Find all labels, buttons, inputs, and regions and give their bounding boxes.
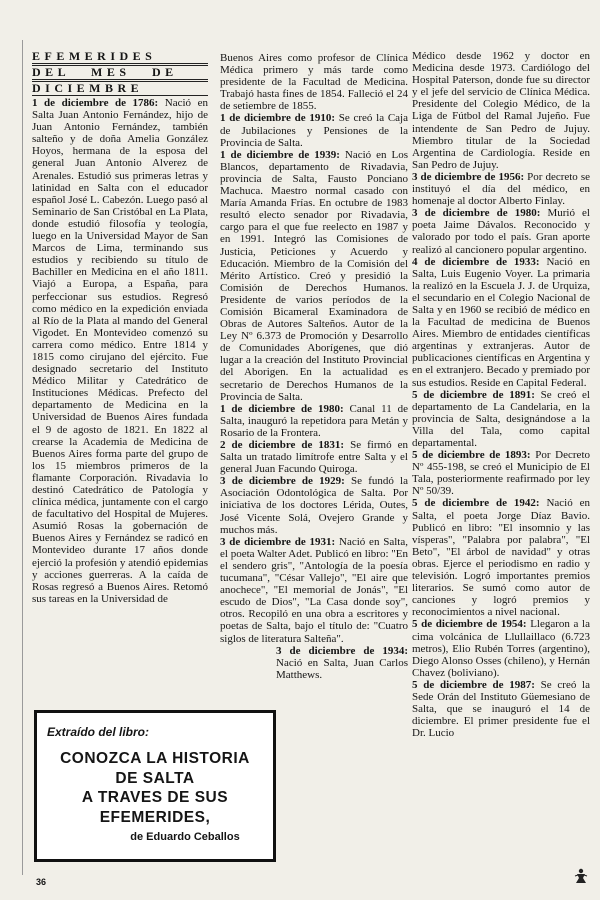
entry-date: 1 de diciembre de 1786:	[32, 97, 159, 109]
entry-text: Murió el poeta Jaime Dávalos. Reconocido y valorado por todo el país. Gran aporte realizó al cancionero popular argentino.	[412, 207, 590, 256]
entry	[412, 497, 590, 618]
book-title-line: A TRAVES DE SUS	[81, 789, 229, 806]
book-title-line: CONOZCA LA HISTORIA	[60, 750, 250, 767]
entry-date: 2 de diciembre de 1831:	[220, 439, 345, 451]
entry-text: Médico desde 1962 y doctor en Medicina desde 1973. Cardiólogo del Hospital Paterson, donde fue su director y el jefe del servicio de Clínica Médica. Presidente del Colegio Médico, de la Liga de Fútbol del Ramal Jujeño. Fue intendente de San Pedro de Jujuy. Miembro titular de la Sociedad Argentina de Cardiología. Reside en San Pedro de Jujuy.	[412, 50, 590, 171]
entry-text: Se creó la Sede Orán del Instituto Güemesiano de Salta, que se inauguró el 14 de diciembre. El primer presidente fue el Dr. Lucio	[412, 678, 590, 740]
entry-text: Canal 11 de Salta, inauguró la repetidora para Metán y Rosario de la Frontera.	[220, 402, 408, 439]
entry-date: 3 de diciembre de 1929:	[220, 475, 345, 488]
entry-text: Nació en Salta, el poeta Walter Adet. Publicó en libro: "En el sendero gris", "Antología de la poesía tucumana", "César Vallejo", "El aire que anochece", "El memorial de Jonás", "El escudo de Dios", "La Casa donde soy", otros. Recopiló en una obra a escritores y poetas de Salta, bajo el título de: "Cuatro siglos de literatura Salteña".	[220, 535, 408, 645]
book-promo-author: de Eduardo Ceballos	[130, 831, 240, 843]
entry-text: Se creó el departamento de La Candelaria, en la provincia de Salta, designándose a la Villa del Tala, como capital departamental.	[412, 388, 590, 449]
entry-text: Nació en Salta, Juan Carlos Matthews.	[276, 656, 408, 681]
entry	[412, 618, 590, 678]
entry-date: 5 de diciembre de 1942:	[412, 497, 540, 510]
entry-date: 3 de diciembre de 1956:	[412, 170, 525, 183]
book-title-line: EFEMERIDES,	[99, 808, 211, 826]
book-promo-kicker: Extraído del libro:	[47, 725, 150, 739]
decorative-figure-icon	[574, 868, 588, 884]
entry-date: 3 de diciembre de 1934:	[276, 644, 408, 657]
entry	[220, 475, 408, 535]
entry-date: 5 de diciembre de 1893:	[412, 449, 531, 462]
entry-date: 5 de diciembre de 1891:	[412, 388, 535, 401]
entry-date: 5 de diciembre de 1954:	[412, 618, 527, 631]
entry-text: Nació en Salta, el poeta Jorge Díaz Bavio. Publicó en libro: "El insomnio y las vísperas", "Palabra por palabra", "El Beto", "El árbol de navidad" y otras obras. Ejerce el periodismo en radio y televisión. Logró importantes premios literarios. Se sumó como autor de canciones y logró premios y reconocimientos a nivel nacional.	[412, 497, 590, 619]
entry-text: Nació en Salta, Luis Eugenio Voyer. La primaria la realizó en la Escuela J. J. de Urquiza, el secundario en el Colegio Nacional de Salta y en 1960 se recibió de médico en la Facultad de medicina de Buenos Aires. Miembro de entidades científicas argentinas y extranjeras. Autor de publicaciones científicas en Argentina y en el extranjero. Becado y premiado por sus estudios. Reside en Capital Federal.	[412, 255, 590, 389]
section-title-line-1: EFEMERIDES	[32, 50, 208, 64]
entry	[412, 389, 590, 449]
entry	[412, 449, 590, 497]
column-right	[412, 50, 590, 739]
entry-date: 3 de diciembre de 1931:	[220, 535, 336, 548]
entry	[32, 97, 208, 605]
entry-text: Por Decreto Nº 455-198, se creó el Municipio de El Tala, posteriormente reafirmado por ley Nº 50/39.	[412, 449, 590, 498]
column-middle	[220, 52, 408, 681]
entry-text: Por decreto se instituyó el día del médico, en homenaje al doctor Alberto Finlay.	[412, 170, 590, 208]
entry	[412, 679, 590, 739]
entry-text: Se creó la Caja de Jubilaciones y Pensiones de la Provincia de Salta.	[220, 112, 408, 149]
book-promo-box	[34, 710, 276, 862]
entry-text: Llegaron a la cima volcánica de Llullaillaco (6.723 metros), Elio Rubén Torres (argentino), Diego Alonso Osses (chileno), y Hernán Chavez (boliviano).	[412, 618, 590, 679]
entry-date: 5 de diciembre de 1987:	[412, 678, 535, 691]
entry	[220, 536, 408, 645]
entry-date: 1 de diciembre de 1980:	[220, 402, 344, 415]
entry-text: Se firmó en Salta un tratado limítrofe entre Salta y el general Juan Facundo Quiroga.	[220, 439, 408, 476]
entry	[412, 256, 590, 389]
entry	[412, 207, 590, 255]
entry	[220, 52, 408, 112]
book-title-line: DE SALTA	[115, 769, 195, 787]
entry	[220, 149, 408, 403]
entry	[220, 439, 408, 475]
column-left	[32, 50, 208, 605]
entry	[220, 112, 408, 148]
entry	[412, 171, 590, 207]
entry	[412, 50, 590, 171]
entry	[220, 403, 408, 439]
entry	[276, 645, 408, 681]
section-title-line-2: DEL MES DE	[32, 65, 208, 80]
entry-date: 1 de diciembre de 1910:	[220, 112, 335, 125]
entry-text: Nació en Los Blancos, departamento de Rivadavia, provincia de Salta, Fausto Ponciano Machuca. Maestro normal casado con María Amanda Frías. En octubre de 1983 resultó electo senador por Rivadavia, cargo para el que fue reelecto en 1987 y en 1991. Integró las Comisiones de Justicia, Peticiones y Acuerdo y Educación. Miembro de la Comisión del Mérito Artístico. Creó y presidió la Comisión de Derechos Humanos. Presidente de varios períodos de la Comisión Bicameral Examinadora de Obras de Autores Salteños. Autor de la Ley Nº 6.373 de Promoción y Desarrollo de Comunidades Aborígenes, que dió lugar a la creación del Instituto Provincial del Aborigen. En la actualidad es secretario de Derechos Humanos de la Provincia de Salta.	[220, 148, 408, 403]
entry-date: 1 de diciembre de 1939:	[220, 148, 340, 161]
entry-text: Nació en Salta Juan Antonio Fernández, hijo de Juan Antonio Fernández, también salteño y de doña Amelia González Hoyos, hermana de la esposa del general Juan Antonio Alverez de Arenales. Estudió sus primeras letras y latinidad en Salta con el educador español José L. Cabezón. Luego pasó al Seminario de San Cristóbal en La Plata, donde estudió filosofía y teología, luego en la Universidad Mayor de San Marcos de Lima, terminando sus estudios y recibiendo su título de Bachiller en Medicina en el año 1811. Viajó a Europa, a España, para perfeccionar sus estudios. Regresó como médico en la expedición enviada al Río de la Plata al mando del General Vigodet. En Montevideo comenzó su carrera como médico. Entre 1814 y 1815 como cirujano del ejército. Fue designado secretario del Instituto Médico Militar y Catedrático de Instituciones Médicas. Prefecto del departamento de Medicina en la Universidad de Buenos Aires fundada el 9 de agosto de 1821. En 1822 al crearse la Academia de Medicina de Buenos Aires forma parte del grupo de los 15 miembros primeros de la flamante Corporación. Rivadavia lo destinó Catedrático de Patología y clínica médica, juntamente con el cargo de facultativo del Hospital de Mujeres. Asumió Rosas la gobernación de Buenos Aires y Fernández se radicó en Montevideo durante 17 años donde ejerció la profesión y atendió epidemias y acciones guerreras. A la caída de Rosas regresó a Buenos Aires. Retomó sus tareas en la Universidad de	[32, 97, 208, 605]
book-promo-title	[37, 749, 273, 827]
entry-date: 4 de diciembre de 1933:	[412, 255, 540, 268]
entry-date: 3 de diciembre de 1980:	[412, 207, 541, 220]
entry-text: Buenos Aires como profesor de Clínica Médica primero y más tarde como presidente de la Facultad de Medicina. Trabajó hasta fines de 1854. Falleció el 24 de setiembre de 1855.	[220, 52, 408, 113]
entry-text: Se fundó la Asociación Odontológica de Salta. Por iniciativa de los doctores Lérida, Outes, José Vicente Solá, Ovejero Grande y muchos más.	[220, 475, 408, 536]
section-title-line-3: DICIEMBRE	[32, 81, 208, 96]
page-number: 36	[36, 877, 47, 887]
